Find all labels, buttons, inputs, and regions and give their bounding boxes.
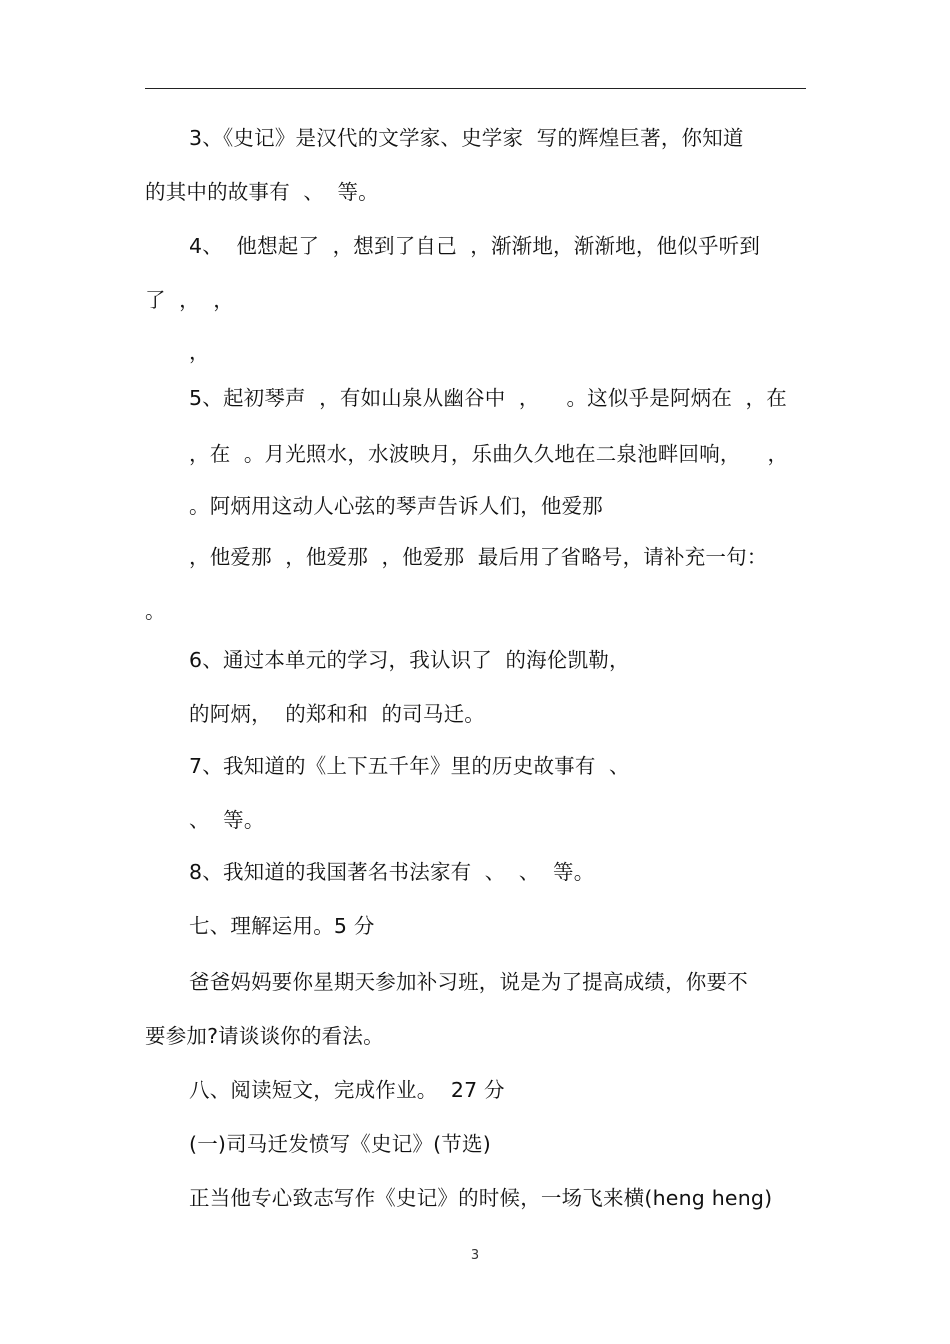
text-line: 爸爸妈妈要你星期天参加补习班，说是为了提高成绩，你要不 — [189, 970, 748, 994]
header-rule — [145, 88, 806, 89]
text-line: 7、我知道的《上下五千年》里的历史故事有 、 — [189, 754, 630, 778]
text-line: 4、 他想起了 ，想到了自己 ，渐渐地，渐渐地，他似乎听到 — [189, 234, 761, 258]
text-line: 的阿炳， 的郑和和 的司马迁。 — [189, 702, 485, 726]
text-line: ， — [189, 340, 210, 364]
text-line: 。 — [145, 599, 166, 623]
section-heading: 七、理解运用。5 分 — [189, 914, 375, 938]
text-line: 5、起初琴声 ，有如山泉从幽谷中 ， 。这似乎是阿炳在 ，在 — [189, 386, 787, 410]
section-heading: 八、阅读短文，完成作业。 27 分 — [189, 1078, 505, 1102]
text-line: ，他爱那 ，他爱那 ，他爱那 最后用了省略号，请补充一句： — [189, 545, 768, 569]
text-line: 、 等。 — [189, 808, 265, 832]
text-line: 3、《史记》是汉代的文学家、史学家 写的辉煌巨著，你知道 — [189, 126, 744, 150]
page-number: 3 — [470, 1248, 480, 1263]
passage-title: (一)司马迁发愤写《史记》(节选) — [189, 1132, 491, 1156]
text-line: 8、我知道的我国著名书法家有 、 、 等。 — [189, 860, 595, 884]
text-line: ，在 。月光照水，水波映月，乐曲久久地在二泉池畔回响， ， — [189, 442, 789, 466]
text-line: 。阿炳用这动人心弦的琴声告诉人们，他爱那 — [189, 494, 603, 518]
text-line: 要参加?请谈谈你的看法。 — [145, 1024, 384, 1048]
text-line: 正当他专心致志写作《史记》的时候，一场飞来横(heng heng) — [189, 1186, 773, 1210]
text-line: 6、通过本单元的学习，我认识了 的海伦凯勒， — [189, 648, 630, 672]
text-line: 的其中的故事有 、 等。 — [145, 180, 379, 204]
text-line: 了 ， ， — [145, 288, 234, 312]
